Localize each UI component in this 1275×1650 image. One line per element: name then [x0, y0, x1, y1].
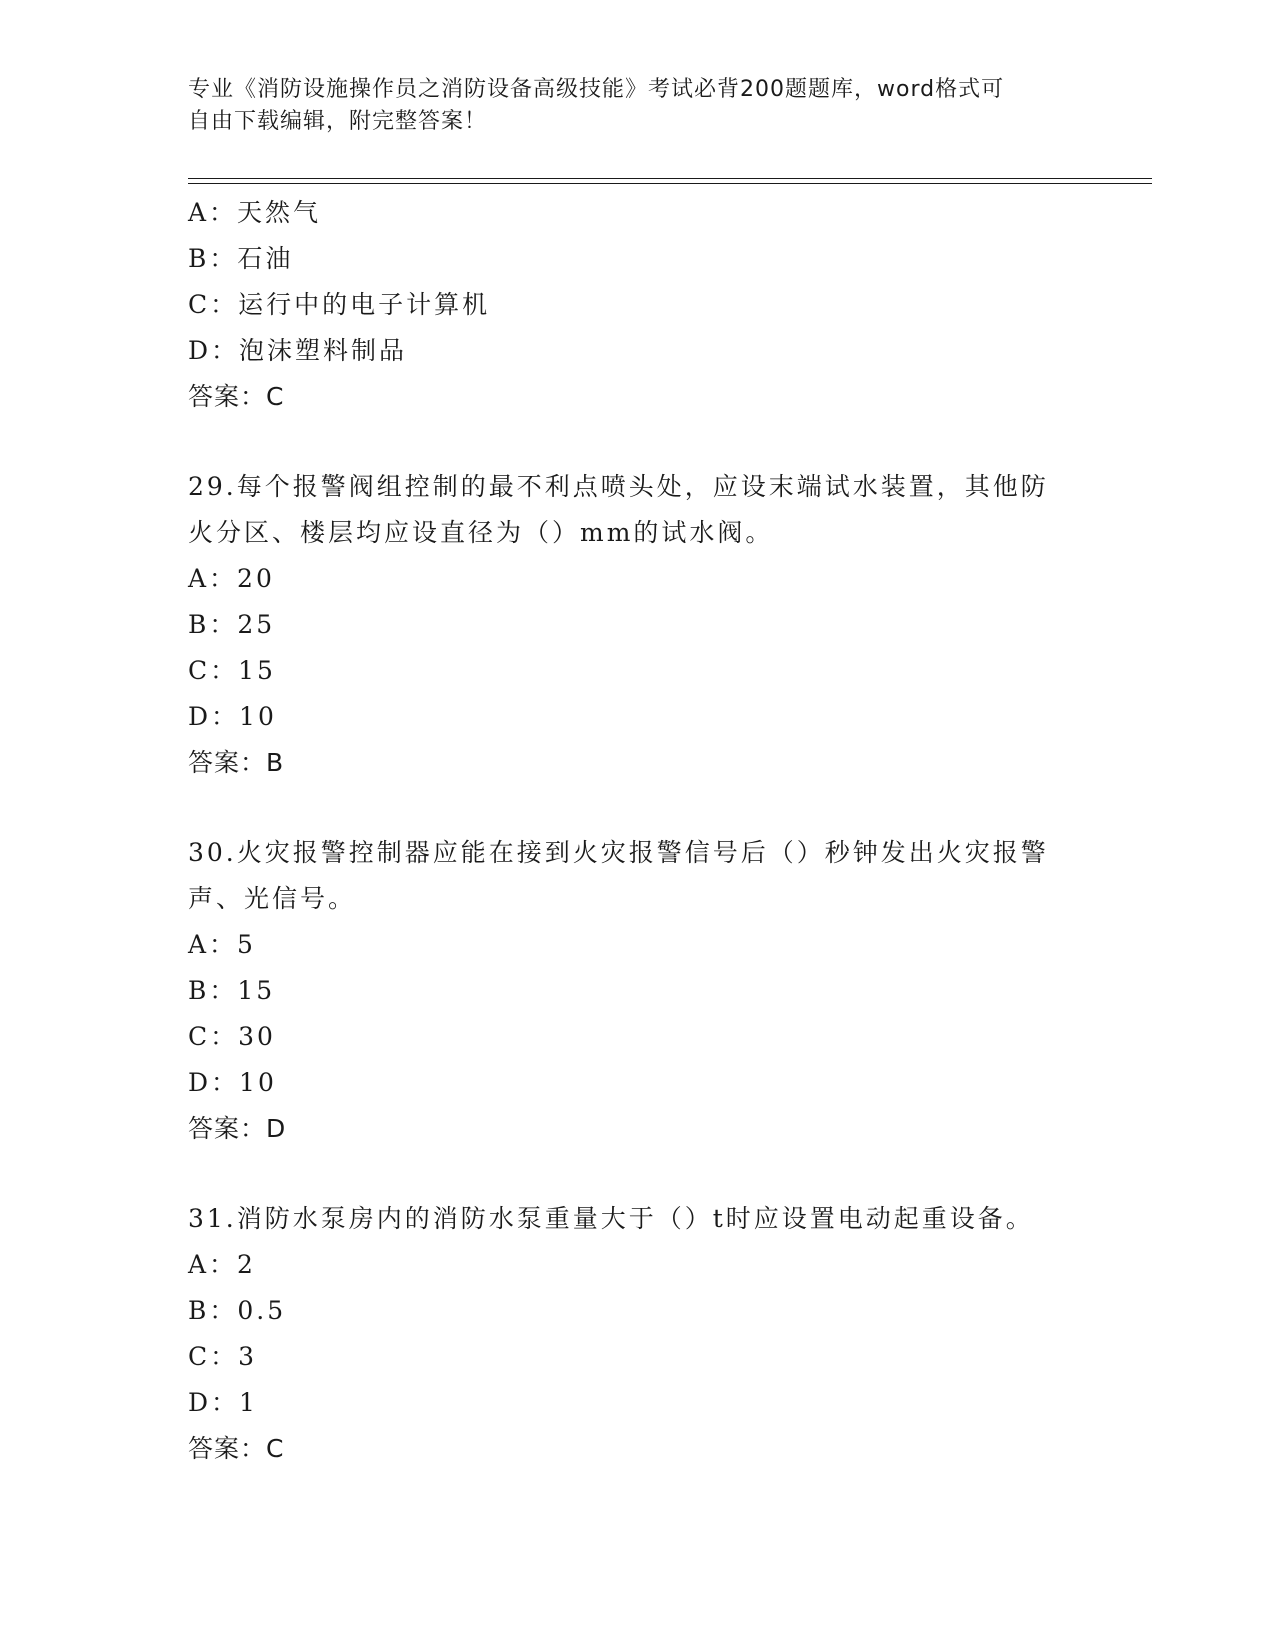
header-line-2: 自由下载编辑，附完整答案！	[188, 109, 488, 134]
document-header	[188, 74, 1068, 138]
question-stem-line-2: 火分区、楼层均应设直径为（）mm的试水阀。	[188, 518, 774, 547]
question-stem-line-2: 声、光信号。	[188, 884, 357, 913]
answer: 答案：B	[188, 748, 285, 777]
option-d: D：泡沫塑料制品	[188, 336, 408, 365]
option-a: A：20	[188, 564, 275, 593]
option-b: B：0.5	[188, 1296, 287, 1325]
header-divider-top	[188, 178, 1152, 179]
option-d: D：1	[188, 1388, 258, 1417]
option-b: B：15	[188, 976, 276, 1005]
option-b: B：25	[188, 610, 276, 639]
spacer	[188, 420, 1088, 464]
question-30	[188, 830, 1088, 1152]
question-29	[188, 464, 1088, 786]
spacer	[188, 1152, 1088, 1196]
option-a: A：5	[188, 930, 256, 959]
option-d: D：10	[188, 702, 277, 731]
option-d: D：10	[188, 1068, 277, 1097]
answer: 答案：D	[188, 1114, 287, 1143]
option-c: C：30	[188, 1022, 276, 1051]
header-line-1: 专业《消防设施操作员之消防设备高级技能》考试必背200题题库，word格式可	[188, 77, 1005, 102]
spacer	[188, 786, 1088, 830]
option-c: C：15	[188, 656, 276, 685]
header-divider-bottom	[188, 183, 1152, 184]
question-28	[188, 190, 1088, 420]
answer: 答案：C	[188, 1434, 285, 1463]
option-a: A：2	[188, 1250, 256, 1279]
question-stem-line-1: 31.消防水泵房内的消防水泵重量大于（）t时应设置电动起重设备。	[188, 1204, 1034, 1233]
option-c: C：3	[188, 1342, 258, 1371]
question-stem-line-1: 29.每个报警阀组控制的最不利点喷头处，应设末端试水装置，其他防	[188, 472, 1049, 501]
question-31	[188, 1196, 1088, 1472]
option-c: C：运行中的电子计算机	[188, 290, 491, 319]
option-a: A：天然气	[188, 198, 322, 227]
question-list	[188, 190, 1088, 1472]
question-stem-line-1: 30.火灾报警控制器应能在接到火灾报警信号后（）秒钟发出火灾报警	[188, 838, 1049, 867]
answer: 答案：C	[188, 382, 285, 411]
option-b: B：石油	[188, 244, 294, 273]
